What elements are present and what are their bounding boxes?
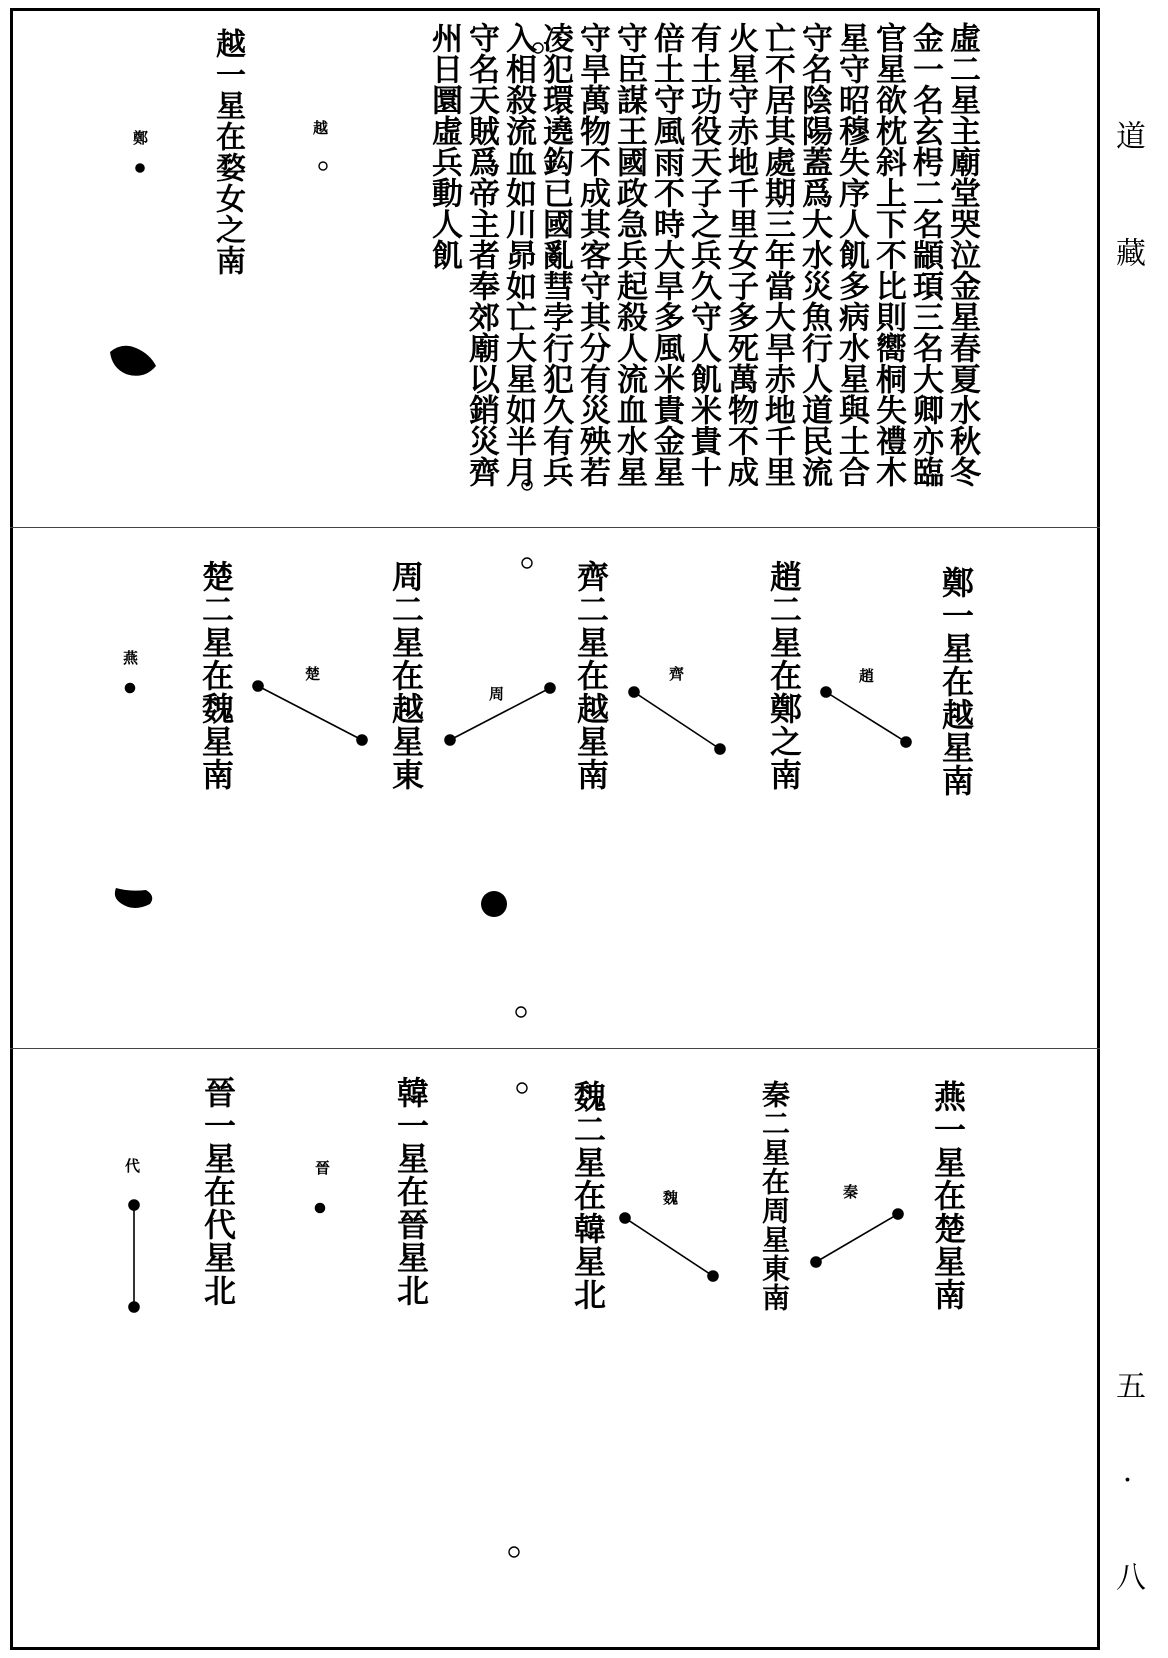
star-zhao-b [901, 737, 911, 747]
star-zhou-a [445, 735, 455, 745]
label-zhou: 周 [487, 686, 505, 701]
star-wei-b [708, 1271, 718, 1281]
link-chu [258, 686, 362, 740]
star-qi-b [715, 744, 725, 754]
link-wei [625, 1218, 713, 1276]
open-circle-d [516, 1007, 526, 1017]
link-qi [634, 692, 720, 749]
label-qi: 齊 [667, 666, 685, 681]
star-qin-a [811, 1257, 821, 1267]
heading-jin: 晉一星在代星北 [199, 1076, 237, 1307]
open-circle-f [509, 1547, 519, 1557]
label-dai: 代 [123, 1158, 141, 1173]
heading-qin: 秦二星在周星東南 [758, 1080, 791, 1312]
open-circle-c [522, 558, 532, 568]
star-qin-b [893, 1209, 903, 1219]
star-chu-b [357, 735, 367, 745]
link-zhou [450, 688, 550, 740]
star-wei-a [620, 1213, 630, 1223]
label-chu: 楚 [303, 666, 321, 681]
page-number: 五 · 八 [1110, 1370, 1145, 1605]
label-jin: 晉 [313, 1160, 331, 1175]
heading-yue: 越一星在婺女之南 [210, 28, 245, 276]
star-dai-b [129, 1302, 139, 1312]
star-chu-a [253, 681, 263, 691]
main-text-paragraph: 虛二星主廟堂哭泣金星春夏水秋冬金一名玄枵二名顓頊三名大卿亦臨官星欲枕斜上下不比則嚮桐失禮木星守昭穆失序人飢多病水星與土合守名陰陽蓋爲大水災魚行人道民流亡不居其處期三年當大旱赤地千里火星守赤地千里女子多死萬物不成有土功役天子之兵久守人飢米貴十倍土守風雨不時大旱多風米貴金星守臣謀王國政急兵起殺人流血水星守旱萬物不成其客守其分有災殃若凌犯環遶鈎已國亂彗孛行犯久有兵入相殺流血如川昴如亡大星如半月守名天賊爲帝主者奉郊廟以銷災齊州日圜虛兵動人飢 [426, 22, 980, 487]
star-qi-a [629, 687, 639, 697]
heading-han: 韓一星在晉星北 [392, 1076, 430, 1307]
open-circle-a [533, 43, 543, 53]
open-circle-e [517, 1083, 527, 1093]
heading-qi: 齊二星在越星南 [572, 560, 610, 791]
label-zheng-upper: 鄭 [131, 130, 149, 145]
link-qin [816, 1214, 898, 1262]
large-ink-dot [481, 891, 507, 917]
heading-zhao: 趙二星在鄭之南 [765, 560, 803, 791]
star-zheng-upper [136, 164, 144, 172]
heading-wei: 魏二星在韓星北 [569, 1080, 607, 1311]
label-zhao: 趙 [857, 668, 875, 683]
collection-title: 道 藏 [1110, 120, 1145, 293]
heading-zheng: 鄭一星在越星南 [937, 566, 975, 797]
star-zhou-b [545, 683, 555, 693]
heading-zhou: 周二星在越星東 [387, 560, 425, 791]
star-jin [316, 1204, 325, 1213]
heading-yan: 燕一星在楚星南 [929, 1080, 967, 1311]
label-qin: 秦 [841, 1184, 859, 1199]
link-zhao [826, 692, 906, 742]
label-yan-middle: 燕 [121, 650, 139, 665]
star-yue [319, 162, 327, 170]
star-yan-middle [126, 684, 135, 693]
ink-blot-upper [110, 346, 156, 376]
ink-blot-middle [115, 888, 152, 908]
star-dai-a [129, 1200, 139, 1210]
star-zhao-a [821, 687, 831, 697]
open-circle-b [522, 480, 532, 490]
heading-chu: 楚二星在魏星南 [197, 560, 235, 791]
label-wei: 魏 [661, 1190, 679, 1205]
label-yue: 越 [311, 120, 329, 135]
